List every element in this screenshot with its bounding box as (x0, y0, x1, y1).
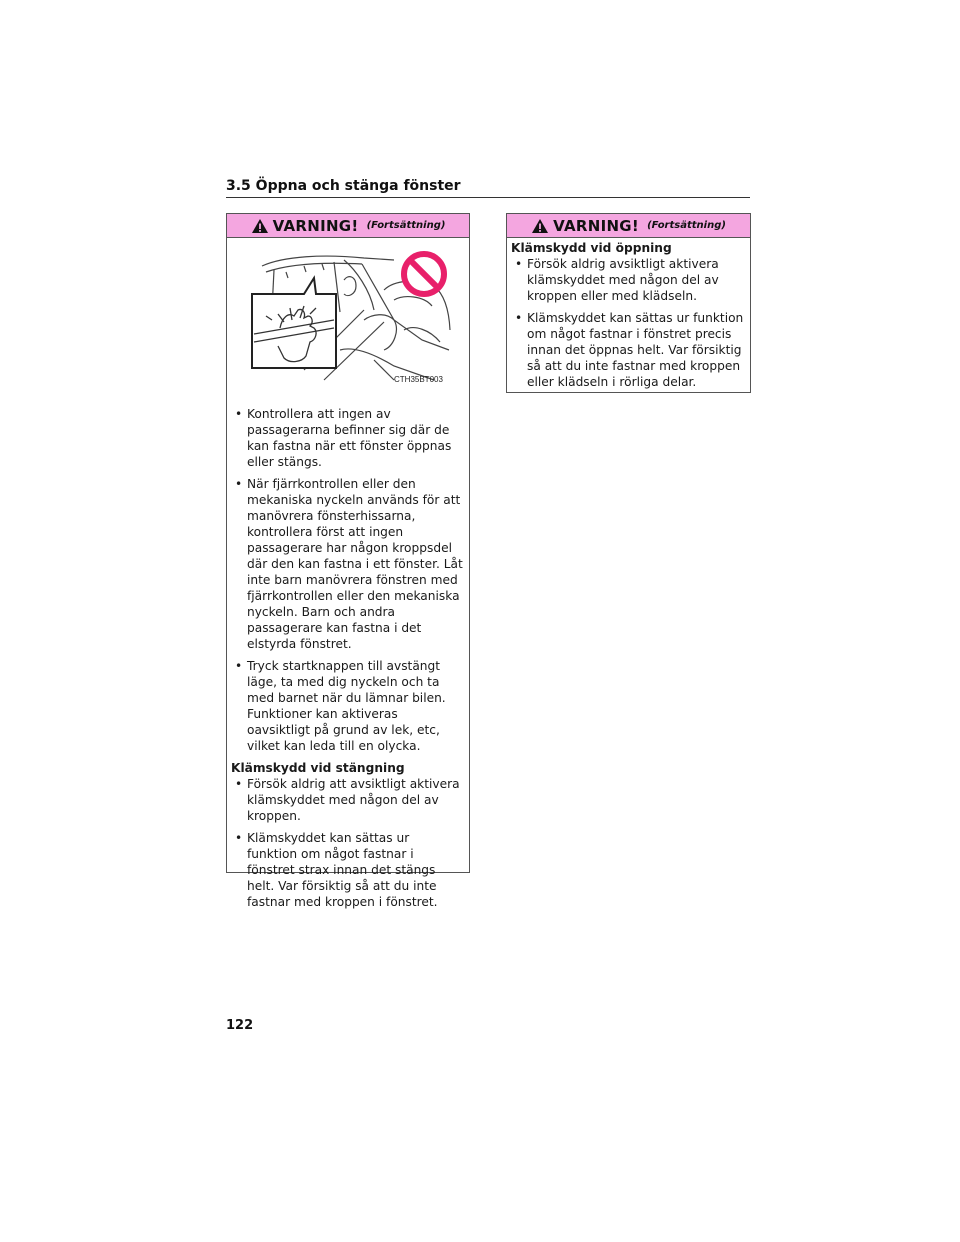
prohibition-icon (404, 254, 444, 294)
list-item: • Klämskyddet kan sättas ur funktion om något fastnar i fönstret precis innan det öppnas helt. Var försiktig så att du inte fastnar med kroppen eller klädseln i rörliga delar. (511, 310, 744, 390)
subsection-title: Klämskydd vid stängning (231, 761, 405, 775)
list-item: • Försök aldrig att avsiktligt aktivera klämskyddet med någon del av kroppen. (231, 776, 463, 824)
list-item: • När fjärrkontrollen eller den mekaniska nyckeln används för att manövrera fönsterhissarna, kontrollera först att ingen passagerare har någon kroppsdel där den kan fastna i ett fönster. Låt inte barn manövrera fönstren med fjärrkontrollen eller den mekaniska nyckeln. Barn och andra passagerare kan fastna i det elstyrda fönstret. (231, 476, 463, 652)
warning-triangle-icon (531, 218, 549, 234)
list-item: • Klämskyddet kan sättas ur funktion om något fastnar i fönstret strax innan det stängs helt. Var försiktig så att du inte fastnar med kroppen i fönstret. (231, 830, 463, 910)
warning-box-right (506, 213, 751, 393)
subsection-title: Klämskydd vid öppning (511, 241, 672, 255)
list-item: • Försök aldrig avsiktligt aktivera klämskyddet med någon del av kroppen eller med klädseln. (511, 256, 744, 304)
illustration-code: CTH35BT003 (394, 375, 443, 384)
section-title: 3.5 Öppna och stänga fönster (226, 178, 750, 198)
warning-title: VARNING! (553, 216, 640, 235)
warning-header (507, 214, 750, 238)
window-pinch-illustration (244, 250, 452, 386)
list-item: • Tryck startknappen till avstängt läge, ta med dig nyckeln och ta med barnet när du lämnar bilen. Funktioner kan aktiveras oavsiktligt på grund av lek, etc, vilket kan leda till en olycka. (231, 658, 463, 754)
warning-triangle-icon (251, 218, 269, 234)
warning-continued: (Fortsättning) (647, 220, 726, 231)
warning-box-left (226, 213, 470, 909)
warning-header (227, 214, 469, 238)
list-item: • Kontrollera att ingen av passagerarna befinner sig där de kan fastna när ett fönster öppnas eller stängs. (231, 406, 463, 470)
warning-continued: (Fortsättning) (366, 220, 446, 231)
page-number: 122 (226, 1018, 254, 1033)
warning-title: VARNING! (272, 216, 359, 235)
